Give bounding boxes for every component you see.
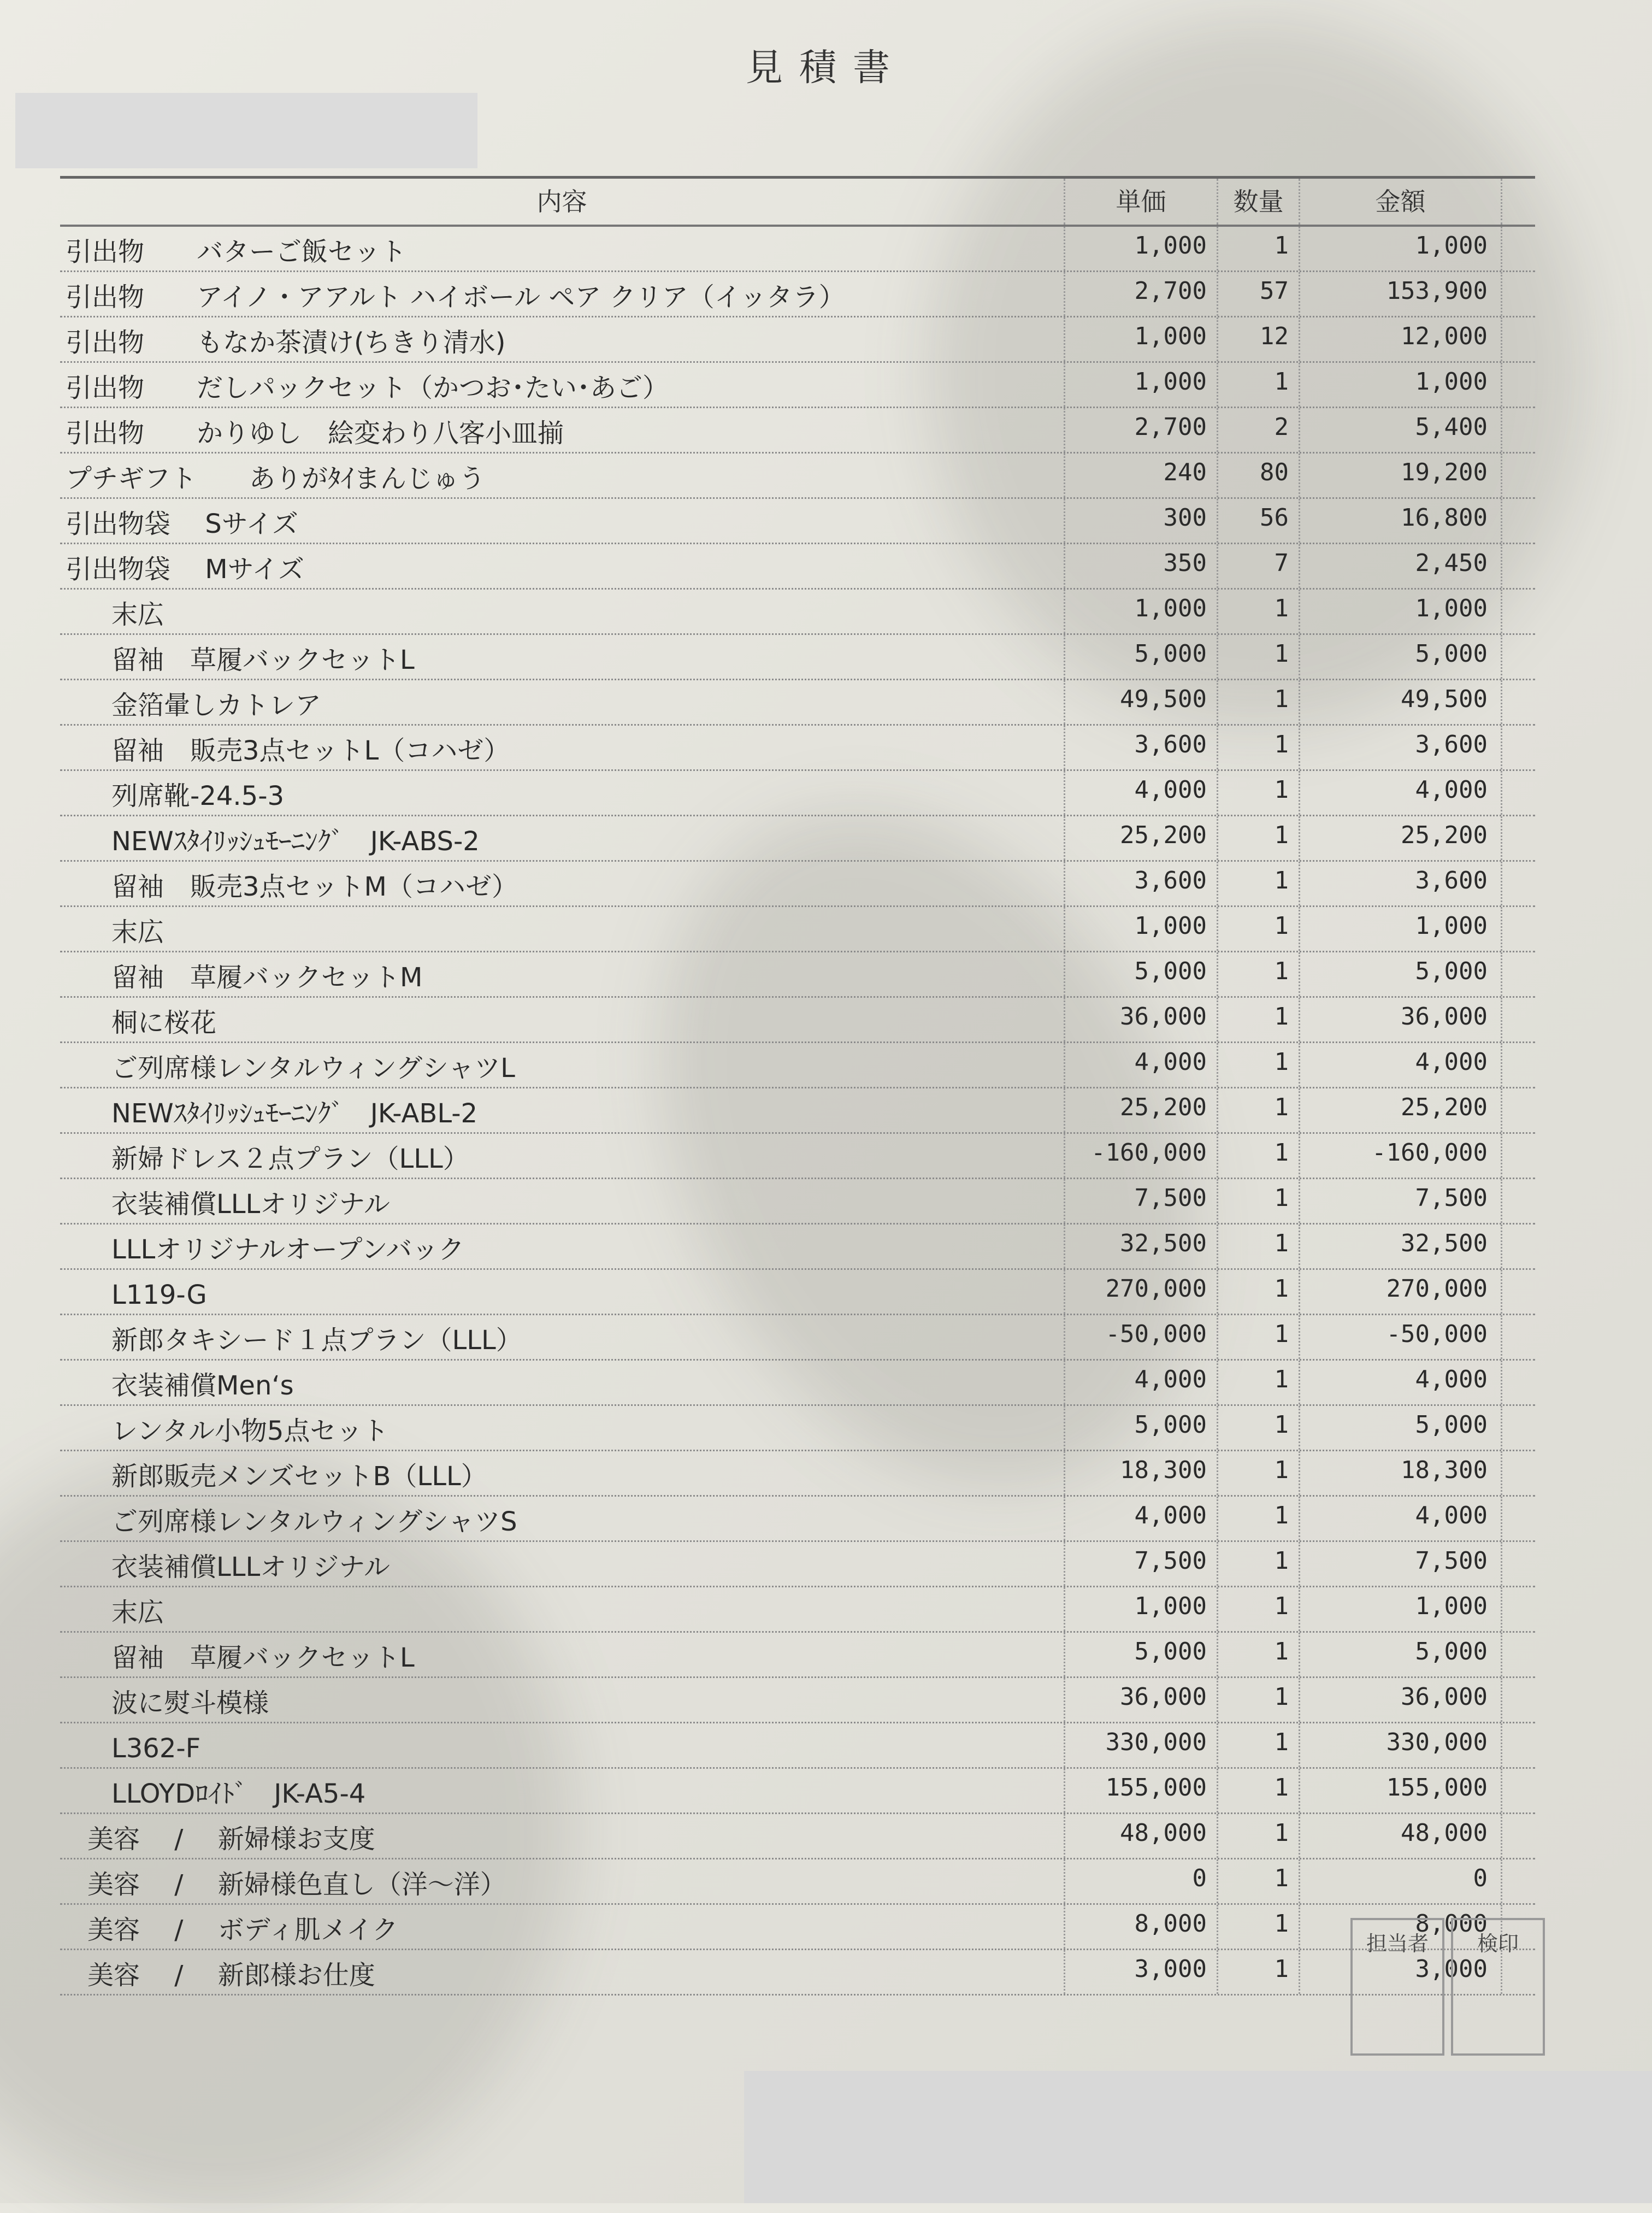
unit-price: 7,500: [1065, 1542, 1218, 1586]
blank-cell: [1502, 317, 1535, 361]
quantity: 1: [1218, 363, 1300, 407]
blank-cell: [1502, 816, 1535, 860]
amount: 3,600: [1300, 862, 1502, 905]
quantity: 1: [1218, 1361, 1300, 1404]
table-row: [60, 862, 1535, 907]
unit-price: 2,700: [1065, 408, 1218, 452]
item-description: 留袖 販売3点セットL（コハゼ）: [60, 726, 1065, 769]
table-row: [60, 1587, 1535, 1633]
unit-price: 1,000: [1065, 1587, 1218, 1631]
blank-cell: [1502, 1134, 1535, 1178]
amount: 5,400: [1300, 408, 1502, 452]
redacted-block: [15, 93, 477, 168]
staff-stamp-box: 担当者: [1350, 1918, 1444, 2056]
quantity: 1: [1218, 907, 1300, 951]
table-row: [60, 1088, 1535, 1134]
unit-price: 32,500: [1065, 1225, 1218, 1268]
blank-cell: [1502, 363, 1535, 407]
quantity: 56: [1218, 499, 1300, 543]
unit-price: 25,200: [1065, 1088, 1218, 1132]
quantity: 1: [1218, 1769, 1300, 1812]
item-description: 末広: [60, 907, 1065, 951]
amount: 36,000: [1300, 998, 1502, 1041]
unit-price: 7,500: [1065, 1179, 1218, 1223]
amount: 1,000: [1300, 363, 1502, 407]
table-row: [60, 998, 1535, 1043]
blank-cell: [1502, 1859, 1535, 1903]
blank-cell: [1502, 952, 1535, 996]
table-row: [60, 499, 1535, 544]
quantity: 7: [1218, 544, 1300, 588]
item-description: ご列席様レンタルウィングシャツS: [60, 1497, 1065, 1540]
amount: 153,900: [1300, 272, 1502, 316]
table-row: [60, 1905, 1535, 1950]
blank-cell: [1502, 1315, 1535, 1359]
header-amount: 金額: [1300, 179, 1502, 225]
table-row: [60, 1678, 1535, 1723]
item-description: 引出物 バターご飯セット: [60, 227, 1065, 270]
table-row: [60, 1769, 1535, 1814]
header-blank: [1502, 179, 1535, 225]
amount: 7,500: [1300, 1542, 1502, 1586]
blank-cell: [1502, 1497, 1535, 1540]
blank-cell: [1502, 1814, 1535, 1858]
blank-cell: [1502, 408, 1535, 452]
blank-cell: [1502, 680, 1535, 724]
unit-price: 350: [1065, 544, 1218, 588]
unit-price: 1,000: [1065, 317, 1218, 361]
quantity: 1: [1218, 1497, 1300, 1540]
table-row: [60, 1814, 1535, 1859]
blank-cell: [1502, 1542, 1535, 1586]
item-description: NEWｽﾀｲﾘｯｼｭﾓｰﾆﾝｸﾞ JK-ABS-2: [60, 816, 1065, 860]
quantity: 1: [1218, 1587, 1300, 1631]
quantity: 1: [1218, 1179, 1300, 1223]
amount: 270,000: [1300, 1270, 1502, 1314]
quantity: 1: [1218, 952, 1300, 996]
unit-price: 4,000: [1065, 1497, 1218, 1540]
quantity: 1: [1218, 1315, 1300, 1359]
blank-cell: [1502, 998, 1535, 1041]
table-row: [60, 816, 1535, 862]
blank-cell: [1502, 590, 1535, 633]
item-description: 桐に桜花: [60, 998, 1065, 1041]
item-description: 衣装補償Men‘s: [60, 1361, 1065, 1404]
amount: 48,000: [1300, 1814, 1502, 1858]
quantity: 1: [1218, 1270, 1300, 1314]
amount: 16,800: [1300, 499, 1502, 543]
unit-price: 300: [1065, 499, 1218, 543]
unit-price: 36,000: [1065, 1678, 1218, 1722]
item-description: 末広: [60, 1587, 1065, 1631]
amount: 32,500: [1300, 1225, 1502, 1268]
table-row: [60, 1497, 1535, 1542]
quantity: 1: [1218, 1950, 1300, 1994]
quantity: 1: [1218, 998, 1300, 1041]
table-row: [60, 1179, 1535, 1225]
unit-price: 3,600: [1065, 862, 1218, 905]
quantity: 1: [1218, 1406, 1300, 1450]
table-row: [60, 544, 1535, 590]
item-description: 引出物袋 Mサイズ: [60, 544, 1065, 588]
table-row: [60, 408, 1535, 454]
amount: 8,000: [1300, 1905, 1502, 1949]
amount: 5,000: [1300, 1633, 1502, 1676]
table-header: [60, 179, 1535, 227]
unit-price: 49,500: [1065, 680, 1218, 724]
unit-price: 5,000: [1065, 952, 1218, 996]
amount: 4,000: [1300, 1361, 1502, 1404]
amount: 7,500: [1300, 1179, 1502, 1223]
quantity: 1: [1218, 1134, 1300, 1178]
blank-cell: [1502, 1723, 1535, 1767]
table-row: [60, 952, 1535, 998]
item-description: NEWｽﾀｲﾘｯｼｭﾓｰﾆﾝｸﾞ JK-ABL-2: [60, 1088, 1065, 1132]
quantity: 1: [1218, 1451, 1300, 1495]
quantity: 1: [1218, 1678, 1300, 1722]
table-row: [60, 590, 1535, 635]
amount: 1,000: [1300, 227, 1502, 270]
table-row: [60, 1315, 1535, 1361]
table-row: [60, 227, 1535, 272]
quantity: 1: [1218, 635, 1300, 679]
table-row: [60, 1361, 1535, 1406]
unit-price: 1,000: [1065, 590, 1218, 633]
item-description: 留袖 草履バックセットL: [60, 1633, 1065, 1676]
unit-price: 3,600: [1065, 726, 1218, 769]
amount: 12,000: [1300, 317, 1502, 361]
unit-price: 1,000: [1065, 907, 1218, 951]
table-row: [60, 1950, 1535, 1996]
table-row: [60, 454, 1535, 499]
unit-price: 5,000: [1065, 1406, 1218, 1450]
table-body: [60, 227, 1535, 1996]
quantity: 1: [1218, 227, 1300, 270]
stamp-boxes: [1350, 1918, 1545, 2056]
item-description: 美容 / 新婦様色直し（洋～洋）: [60, 1859, 1065, 1903]
unit-price: 8,000: [1065, 1905, 1218, 1949]
item-description: 引出物 もなか茶漬け(ちきり清水): [60, 317, 1065, 361]
blank-cell: [1502, 1361, 1535, 1404]
amount: 1,000: [1300, 590, 1502, 633]
blank-cell: [1502, 907, 1535, 951]
estimate-table: [60, 176, 1535, 1996]
table-row: [60, 1859, 1535, 1905]
amount: 1,000: [1300, 1587, 1502, 1631]
amount: -160,000: [1300, 1134, 1502, 1178]
blank-cell: [1502, 272, 1535, 316]
blank-cell: [1502, 1225, 1535, 1268]
item-description: 美容 / ボディ肌メイク: [60, 1905, 1065, 1949]
item-description: 引出物 だしパックセット（かつお･たい･あご）: [60, 363, 1065, 407]
amount: 4,000: [1300, 771, 1502, 815]
quantity: 1: [1218, 726, 1300, 769]
unit-price: -160,000: [1065, 1134, 1218, 1178]
quantity: 1: [1218, 1859, 1300, 1903]
table-row: [60, 1270, 1535, 1315]
quantity: 1: [1218, 1088, 1300, 1132]
blank-cell: [1502, 726, 1535, 769]
amount: 49,500: [1300, 680, 1502, 724]
quantity: 1: [1218, 771, 1300, 815]
unit-price: 4,000: [1065, 1043, 1218, 1087]
table-row: [60, 272, 1535, 317]
item-description: 引出物 アイノ・アアルト ハイボール ペア クリア（イッタラ）: [60, 272, 1065, 316]
unit-price: 330,000: [1065, 1723, 1218, 1767]
blank-cell: [1502, 227, 1535, 270]
unit-price: 4,000: [1065, 1361, 1218, 1404]
blank-cell: [1502, 544, 1535, 588]
table-row: [60, 317, 1535, 363]
unit-price: 5,000: [1065, 1633, 1218, 1676]
item-description: 新郎タキシード１点プラン（LLL）: [60, 1315, 1065, 1359]
item-description: 列席靴-24.5-3: [60, 771, 1065, 815]
quantity: 1: [1218, 1633, 1300, 1676]
item-description: L362-F: [60, 1723, 1065, 1767]
redacted-block: [744, 2071, 1652, 2203]
table-row: [60, 680, 1535, 726]
blank-cell: [1502, 1769, 1535, 1812]
amount: 18,300: [1300, 1451, 1502, 1495]
amount: 1,000: [1300, 907, 1502, 951]
amount: 5,000: [1300, 1406, 1502, 1450]
quantity: 1: [1218, 816, 1300, 860]
table-row: [60, 907, 1535, 952]
blank-cell: [1502, 1043, 1535, 1087]
blank-cell: [1502, 499, 1535, 543]
unit-price: 3,000: [1065, 1950, 1218, 1994]
item-description: 衣装補償LLLオリジナル: [60, 1179, 1065, 1223]
quantity: 1: [1218, 862, 1300, 905]
blank-cell: [1502, 1406, 1535, 1450]
unit-price: 18,300: [1065, 1451, 1218, 1495]
quantity: 1: [1218, 1542, 1300, 1586]
header-desc: 内容: [60, 179, 1065, 225]
item-description: 衣装補償LLLオリジナル: [60, 1542, 1065, 1586]
blank-cell: [1502, 635, 1535, 679]
item-description: 引出物 かりゆし 絵変わり八客小皿揃: [60, 408, 1065, 452]
blank-cell: [1502, 454, 1535, 497]
table-row: [60, 1043, 1535, 1088]
unit-price: -50,000: [1065, 1315, 1218, 1359]
table-row: [60, 1633, 1535, 1678]
blank-cell: [1502, 1451, 1535, 1495]
blank-cell: [1502, 771, 1535, 815]
item-description: L119-G: [60, 1270, 1065, 1314]
amount: 4,000: [1300, 1497, 1502, 1540]
amount: -50,000: [1300, 1315, 1502, 1359]
unit-price: 270,000: [1065, 1270, 1218, 1314]
unit-price: 4,000: [1065, 771, 1218, 815]
item-description: レンタル小物5点セット: [60, 1406, 1065, 1450]
amount: 4,000: [1300, 1043, 1502, 1087]
item-description: 留袖 草履バックセットL: [60, 635, 1065, 679]
amount: 3,000: [1300, 1950, 1502, 1994]
quantity: 1: [1218, 590, 1300, 633]
unit-price: 1,000: [1065, 227, 1218, 270]
table-row: [60, 1406, 1535, 1451]
table-row: [60, 1723, 1535, 1769]
quantity: 1: [1218, 1043, 1300, 1087]
quantity: 1: [1218, 1723, 1300, 1767]
amount: 330,000: [1300, 1723, 1502, 1767]
unit-price: 240: [1065, 454, 1218, 497]
header-qty: 数量: [1218, 179, 1300, 225]
amount: 2,450: [1300, 544, 1502, 588]
quantity: 1: [1218, 1225, 1300, 1268]
table-row: [60, 1134, 1535, 1179]
item-description: 末広: [60, 590, 1065, 633]
blank-cell: [1502, 862, 1535, 905]
item-description: 引出物袋 Sサイズ: [60, 499, 1065, 543]
quantity: 80: [1218, 454, 1300, 497]
quantity: 12: [1218, 317, 1300, 361]
blank-cell: [1502, 1587, 1535, 1631]
unit-price: 1,000: [1065, 363, 1218, 407]
item-description: 美容 / 新婦様お支度: [60, 1814, 1065, 1858]
item-description: プチギフト ありがﾀｲまんじゅう: [60, 454, 1065, 497]
item-description: 金箔暈しカトレア: [60, 680, 1065, 724]
item-description: 波に熨斗模様: [60, 1678, 1065, 1722]
blank-cell: [1502, 1678, 1535, 1722]
amount: 0: [1300, 1859, 1502, 1903]
table-row: [60, 1225, 1535, 1270]
amount: 36,000: [1300, 1678, 1502, 1722]
unit-price: 36,000: [1065, 998, 1218, 1041]
amount: 25,200: [1300, 1088, 1502, 1132]
table-row: [60, 1451, 1535, 1497]
table-row: [60, 635, 1535, 680]
unit-price: 0: [1065, 1859, 1218, 1903]
item-description: LLLオリジナルオープンバック: [60, 1225, 1065, 1268]
item-description: 新郎販売メンズセットB（LLL）: [60, 1451, 1065, 1495]
table-row: [60, 1542, 1535, 1587]
quantity: 1: [1218, 680, 1300, 724]
amount: 155,000: [1300, 1769, 1502, 1812]
item-description: 美容 / 新郎様お仕度: [60, 1950, 1065, 1994]
unit-price: 155,000: [1065, 1769, 1218, 1812]
blank-cell: [1502, 1633, 1535, 1676]
amount: 19,200: [1300, 454, 1502, 497]
unit-price: 2,700: [1065, 272, 1218, 316]
document-title: 見積書: [745, 46, 906, 90]
header-price: 単価: [1065, 179, 1218, 225]
quantity: 1: [1218, 1814, 1300, 1858]
amount: 3,600: [1300, 726, 1502, 769]
unit-price: 48,000: [1065, 1814, 1218, 1858]
item-description: 新婦ドレス２点プラン（LLL）: [60, 1134, 1065, 1178]
item-description: ご列席様レンタルウィングシャツL: [60, 1043, 1065, 1087]
table-row: [60, 771, 1535, 816]
unit-price: 5,000: [1065, 635, 1218, 679]
item-description: 留袖 草履バックセットM: [60, 952, 1065, 996]
unit-price: 25,200: [1065, 816, 1218, 860]
quantity: 1: [1218, 1905, 1300, 1949]
blank-cell: [1502, 1179, 1535, 1223]
table-row: [60, 363, 1535, 408]
quantity: 57: [1218, 272, 1300, 316]
blank-cell: [1502, 1270, 1535, 1314]
amount: 25,200: [1300, 816, 1502, 860]
inspection-stamp-box: 検印: [1451, 1918, 1545, 2056]
blank-cell: [1502, 1088, 1535, 1132]
item-description: LLOYDﾛｲﾄﾞ JK-A5-4: [60, 1769, 1065, 1812]
item-description: 留袖 販売3点セットM（コハゼ）: [60, 862, 1065, 905]
amount: 5,000: [1300, 952, 1502, 996]
quantity: 2: [1218, 408, 1300, 452]
table-row: [60, 726, 1535, 771]
amount: 5,000: [1300, 635, 1502, 679]
